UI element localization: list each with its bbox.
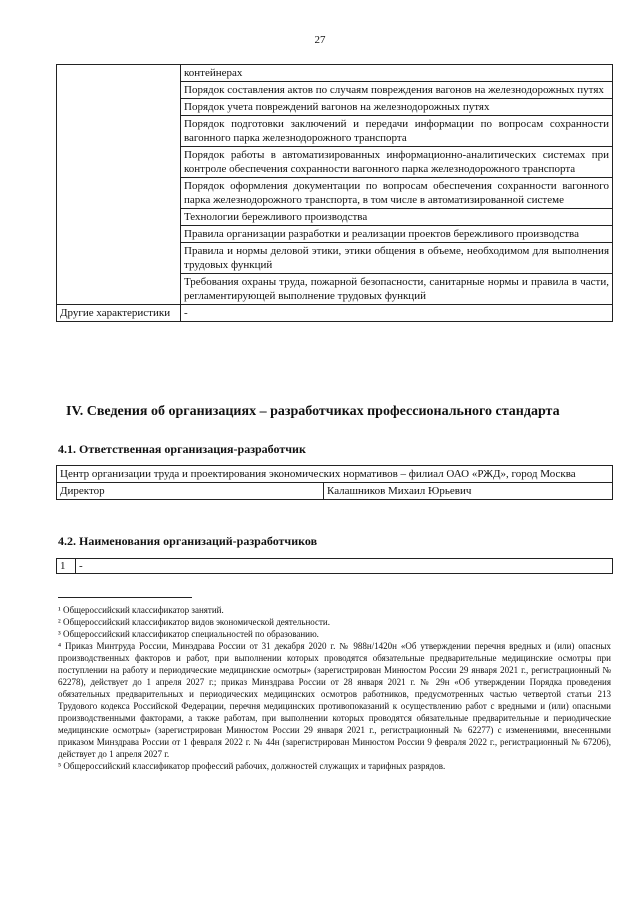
table-row	[57, 65, 613, 82]
table-cell: Порядок составления актов по случаям повреждения вагонов на железнодорожных путях	[181, 82, 613, 99]
org-person: Калашников Михаил Юрьевич	[324, 483, 613, 500]
responsible-org-heading: 4.1. Ответственная организация-разработчик	[58, 442, 306, 456]
footnote: ⁵ Общероссийский классификатор профессий рабочих, должностей служащих и тарифных разрядов.	[58, 761, 446, 771]
table-cell: Порядок учета повреждений вагонов на железнодорожных путях	[181, 99, 613, 116]
table-cell: контейнерах	[181, 65, 613, 82]
table-cell: Порядок работы в автоматизированных информационно-аналитических системах при контроле обеспечения сохранности вагонного парка железнодорожного транспорта	[181, 147, 613, 178]
org-name: Центр организации труда и проектирования экономических нормативов – филиал ОАО «РЖД», город Москва	[57, 466, 613, 483]
footnote: ² Общероссийский классификатор видов экономической деятельности.	[58, 617, 330, 627]
other-characteristics-label: Другие характеристики	[57, 305, 181, 322]
table-cell: Правила и нормы деловой этики, этики общения в объеме, необходимом для выполнения трудовых функций	[181, 243, 613, 274]
table-cell: Порядок оформления документации по вопросам обеспечения сохранности вагонного парка железнодорожного транспорта, в том числе в автоматизированной системе	[181, 178, 613, 209]
table-cell: Технологии бережливого производства	[181, 209, 613, 226]
footnote: ¹ Общероссийский классификатор занятий.	[58, 605, 224, 615]
table-cell: Порядок подготовки заключений и передачи информации по вопросам сохранности вагонного парка железнодорожного транспорта	[181, 116, 613, 147]
footnotes	[58, 604, 611, 772]
other-characteristics-value: -	[181, 305, 613, 322]
footnote: ⁴ Приказ Минтруда России, Минздрава России от 31 декабря 2020 г. № 988н/1420н «Об утверждении перечня вредных и (или) опасных производственных факторов и работ, при выполнении которых проводятся обязательные предварительные медицинские осмотры при поступлении на работу и периодические медицинские осмотры» (зарегистрирован Минюстом России 29 января 2021 г., регистрационный № 62278), действует до 1 апреля 2027 г.; приказ Минздрава России от 28 января 2021 г. № 29н «Об утверждении Порядка проведения обязательных предварительных и периодических медицинских осмотров работников, предусмотренных частью четвертой статьи 213 Трудового кодекса Российской Федерации, перечня медицинских противопоказаний к осуществлению работ с вредными и (или) опасными производственными факторами, а также работам, при выполнении которых проводятся обязательные предварительные и периодические медицинские осмотры» (зарегистрирован Минюстом России 29 января 2021 г., регистрационный № 62277) с изменениями, внесенными приказом Минздрава России от 1 февраля 2022 г. № 44н (зарегистрирован Минюстом России 9 февраля 2022 г., регистрационный № 67206), действует до 1 апреля 2027 г.	[58, 641, 611, 759]
footnote-divider	[58, 597, 192, 598]
footnote: ³ Общероссийский классификатор специальностей по образованию.	[58, 629, 319, 639]
knowledge-table	[56, 64, 613, 322]
table-row	[57, 466, 613, 483]
org-position: Директор	[57, 483, 324, 500]
developer-orgs-table	[56, 558, 613, 574]
table-cell: Правила организации разработки и реализации проектов бережливого производства	[181, 226, 613, 243]
table-row	[57, 483, 613, 500]
table-cell: Требования охраны труда, пожарной безопасности, санитарные нормы и правила в части, регламентирующей выполнение трудовых функций	[181, 274, 613, 305]
responsible-org-table	[56, 465, 613, 500]
row-value: -	[76, 559, 613, 574]
page-number: 27	[314, 34, 326, 46]
section-title: IV. Сведения об организациях – разработчиках профессионального стандарта	[66, 404, 560, 419]
developer-orgs-heading: 4.2. Наименования организаций-разработчиков	[58, 534, 318, 548]
table-row	[57, 559, 613, 574]
empty-label-cell	[57, 65, 181, 305]
table-row-other	[57, 305, 613, 322]
row-number: 1	[57, 559, 76, 574]
